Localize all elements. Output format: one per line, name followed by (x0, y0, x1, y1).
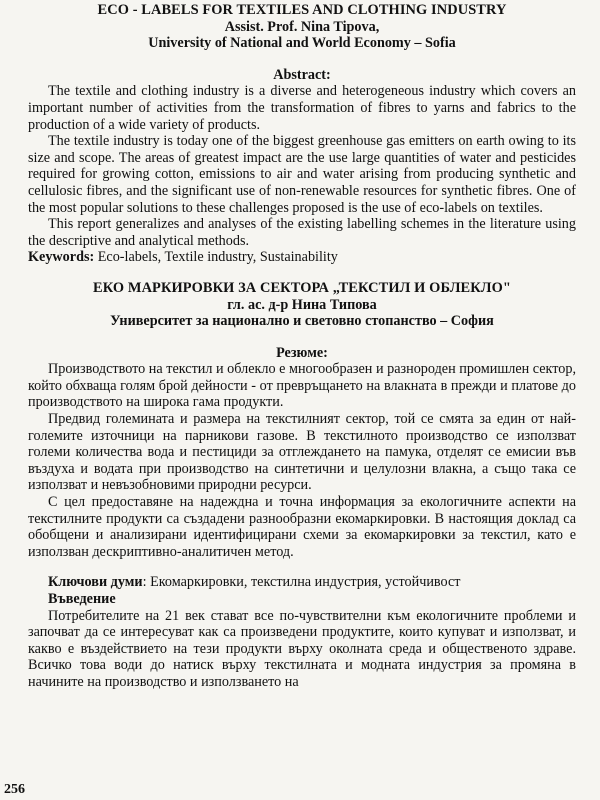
bulgarian-abstract-paragraph-3: С цел предоставяне на надеждна и точна информация за екологичните аспекти на текстилните продукти са създадени разнообразни екомаркировки. В настоящия доклад са обобщени и анализирани идентифицирани схеми за екомаркировки за текстил, като е използван дескриптивно-аналитичен метод. (28, 494, 576, 560)
bulgarian-keywords-text: : Екомаркировки, текстилна индустрия, устойчивост (142, 574, 461, 591)
bulgarian-introduction-heading: Въведение (48, 591, 116, 607)
english-keywords (28, 249, 576, 266)
bulgarian-affiliation: Университет за национално и световно стопанство – София (110, 313, 494, 330)
bulgarian-abstract-paragraph-1: Производството на текстил и облекло е многообразен и разнороден промишлен сектор, който обхваща голям брой дейности - от превръщането на влакната в прежди и платове до производството на широка гама продукти. (28, 361, 576, 411)
english-keywords-label: Keywords: (28, 249, 95, 266)
english-author: Assist. Prof. Nina Tipova, (224, 18, 380, 35)
english-abstract-paragraph-1: The textile and clothing industry is a diverse and heterogeneous industry which covers an important number of activities from the transformation of fibres to yarns and fabrics to the production of a wide variety of products. (28, 83, 576, 133)
english-keywords-text: Eco-labels, Textile industry, Sustainability (94, 249, 338, 266)
bulgarian-keywords (28, 574, 576, 591)
bulgarian-abstract-heading: Резюме: (276, 344, 328, 361)
english-affiliation: University of National and World Economy – Sofia (148, 35, 456, 52)
bulgarian-title: ЕКО МАРКИРОВКИ ЗА СЕКТОРА „ТЕКСТИЛ И ОБЛЕКЛО" (93, 279, 511, 296)
english-abstract-paragraph-2: The textile industry is today one of the biggest greenhouse gas emitters on earth owing to its size and scope. The areas of greatest impact are the use large quantities of water and pesticides required for growing cotton, emissions to air and water arising from producing synthetic and cellulosic fibres, and the significant use of non-renewable resources for synthetic fibres. One of the most popular solutions to these challenges proposed is the use of eco-labels on textiles. (28, 133, 576, 216)
bulgarian-abstract-paragraph-2: Предвид големината и размера на текстилният сектор, той се смята за един от най-големите източници на парникови газове. В текстилното производство се използват големи количества вода и пестициди за отглеждането на памука, отделят се емисии във въздуха и водата при производство на синтетични и целулозни влакна, а също така се използват и невъзобновими природни ресурси. (28, 411, 576, 494)
bulgarian-author: гл. ас. д-р Нина Типова (227, 296, 377, 313)
page-number: 256 (4, 782, 25, 797)
bulgarian-keywords-label: Ключови думи (48, 574, 143, 591)
english-abstract-heading: Abstract: (273, 66, 331, 83)
english-abstract-paragraph-3: This report generalizes and analyses of the existing labelling schemes in the literature using the descriptive and analytical methods. (28, 216, 576, 249)
bulgarian-introduction-paragraph: Потребителите на 21 век стават все по-чувствителни към екологичните проблеми и започват да се интересуват как са произведени продуктите, които купуват и използват, и какво е въздействието на тези продукти върху околната среда и общественото здраве. Всичко това води до натиск върху текстилната и модната индустрия за промяна в начините на производство и използването на (28, 607, 576, 690)
english-title: ECO - LABELS FOR TEXTILES AND CLOTHING INDUSTRY (97, 2, 507, 18)
